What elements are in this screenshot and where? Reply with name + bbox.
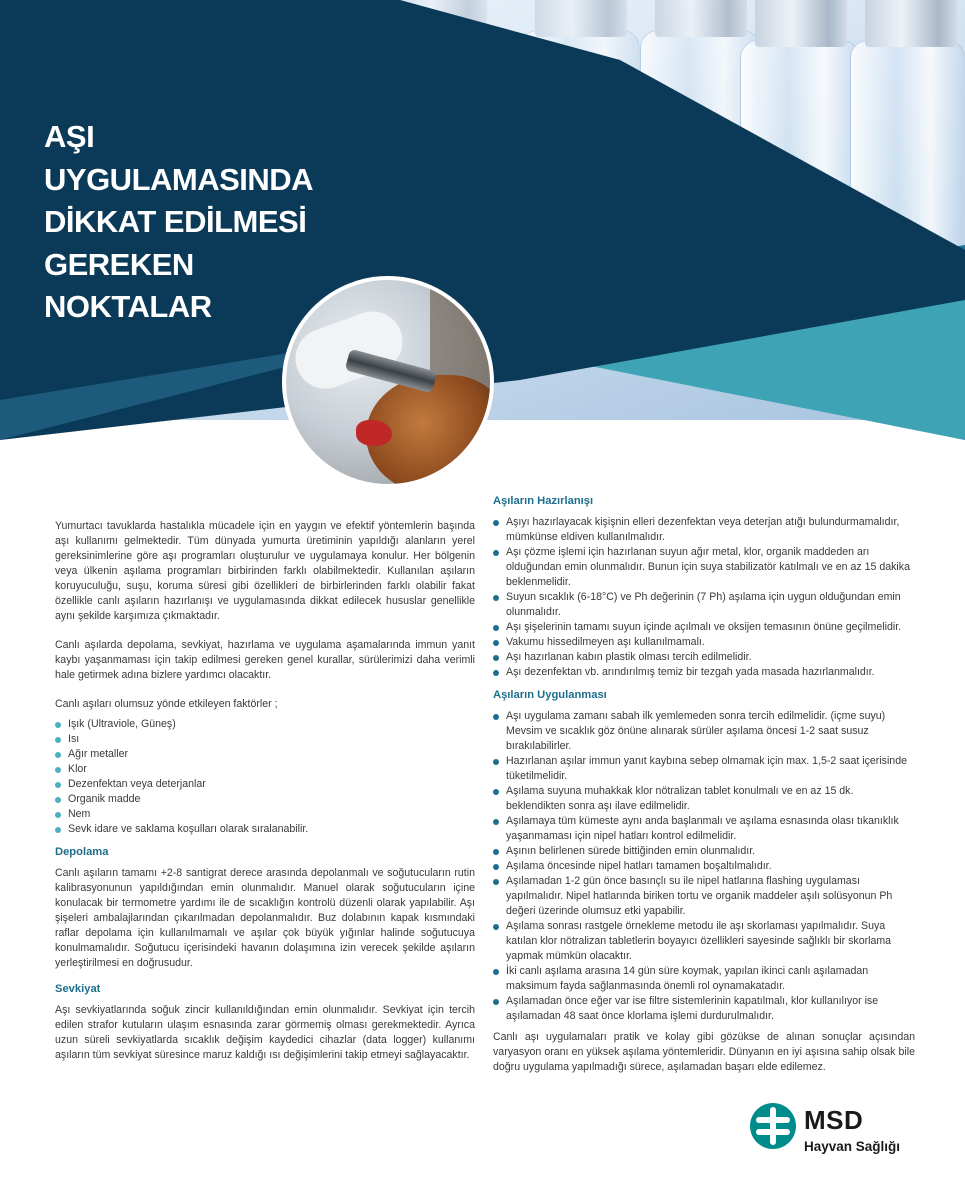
factors-intro: Canlı aşıları olumsuz yönde etkileyen faktörler ; (55, 698, 278, 710)
chicken-vaccination-photo (282, 276, 494, 488)
list-item: Aşılamadan 1-2 gün önce basınçlı su ile nipel hatlarına flashing uygulaması yapılmalıdır. Nipel hatlarında biriken tortu ve organik maddeler aşılı solüsyonun Ph değeri üzerinde olumsuz etki yapabilir. (493, 874, 915, 919)
page-title-line: UYGULAMASINDA (44, 161, 314, 197)
closing-paragraph: Canlı aşı uygulamaları pratik ve kolay gibi gözükse de alınan sonuçlar açısından varyasyon oranı en yüksek aşılama yöntemleridir. Dünyanın en iyi aşısına sahip olsak bile doğru uygulama yapılmadığı sürece, aşılamadan başarı elde edilemez. (493, 1031, 915, 1073)
list-item: Aşının belirlenen sürede bittiğinden emin olunmalıdır. (493, 844, 915, 859)
list-item: Aşı hazırlanan kabın plastik olması tercih edilmelidir. (493, 650, 915, 665)
list-item: Aşıyı hazırlayacak kişişnin elleri dezenfektan veya deterjan atığı bulundurmamalıdır, mümkünse eldiven kullanılmalıdır. (493, 515, 915, 545)
page-title-line: NOKTALAR (44, 289, 212, 324)
msd-logo (750, 1103, 920, 1165)
list-item: Aşı çözme işlemi için hazırlanan suyun ağır metal, klor, organik maddeden arı olduğundan emin olunmalıdır. Bunun için suya stabilizatör katılmalı ve en az 15 dakika beklenmelidir. (493, 545, 915, 590)
list-item: Organik madde (55, 792, 475, 807)
list-item: Nem (55, 807, 475, 822)
list-item: Aşılama öncesinde nipel hatları tamamen boşaltılmalıdır. (493, 859, 915, 874)
application-list (493, 709, 915, 1024)
preparation-list (493, 515, 915, 680)
list-item: Suyun sıcaklık (6-18°C) ve Ph değerinin (7 Ph) aşılama için uygun olduğundan emin olunmalıdır. (493, 590, 915, 620)
intro-paragraph: Yumurtacı tavuklarda hastalıkla mücadele için en yaygın ve efektif yöntemlerin başında aşı kullanımı gelmektedir. Tüm dünyada yumurta üretiminin yapıldığı alanların yerel gereksinimlerine göre aşı programları oluşturulur ve uygulamaya konulur. Her bölgenin veya ülkenin aşılama programları birbirinden farklı olabilmektedir. Kullanılan aşıların koruyuculuğu, suşu, koruma süresi gibi özellikleri de birbirlerinden farklı olabilir fakat özellikle canlı aşıların hazırlanışı ve uygulamasında dikkat edilecek hususlar genellikle aynı şekilde karşımıza çıkmaktadır. (55, 520, 475, 622)
factors-list (55, 717, 475, 837)
list-item: Vakumu hissedilmeyen aşı kullanılmamalı. (493, 635, 915, 650)
list-item: Aşılamaya tüm kümeste aynı anda başlanmalı ve aşılama esnasında olası tıkanıklık yaşanmaması için nipel hatları kontrol edilmelidir. (493, 814, 915, 844)
list-item: Aşılama suyuna muhakkak klor nötralizan tablet konulmalı ve en az 15 dk. beklendikten sonra aşı ilave edilmelidir. (493, 784, 915, 814)
list-item: İki canlı aşılama arasına 14 gün süre koymak, yapılan ikinci canlı aşılamadan maksimum fayda sağlanmasında önemli rol oynamakatadır. (493, 964, 915, 994)
msd-logo-icon (750, 1103, 796, 1149)
right-column (493, 494, 915, 1075)
page-title-line: AŞI (44, 119, 95, 154)
list-item: Aşı dezenfektan vb. arındırılmış temiz bir tezgah yada masada hazırlanmalıdır. (493, 665, 915, 680)
list-item: Işık (Ultraviole, Güneş) (55, 717, 475, 732)
list-item: Aşı uygulama zamanı sabah ilk yemlemeden sonra tercih edilmelidir. (içme suyu) Mevsim ve sıcaklık göz önüne alınarak sürüler aşılama öncesi 1-2 saat susuz bırakılabilirler. (493, 709, 915, 754)
sevkiyat-text: Aşı sevkiyatlarında soğuk zincir kullanıldığından emin olunmalıdır. Sevkiyat için tercih edilen strafor kutuların ulaşım esnasında zarar görmemiş olması gerekmektedir. Ayrıca uzun süreli sevkiyatlarda sıcaklık değişim kaydedici cihazlar (data logger) kullanımı aşıların tüm sevkiyat süresince maruz kaldığı ısı değişimlerini takip etmeyi sağlayacaktır. (55, 1004, 475, 1061)
list-item: Klor (55, 762, 475, 777)
list-item: Aşılama sonrası rastgele örnekleme metodu ile aşı skorlaması yapılmalıdır. Suya katılan klor nötralizan tabletlerin boyayıcı özellikleri sayesinde sağlıklı bir skorlama yapmak mümkün olacaktır. (493, 919, 915, 964)
list-item: Sevk idare ve saklama koşulları olarak sıralanabilir. (55, 822, 475, 837)
section-heading-sevkiyat: Sevkiyat (55, 983, 101, 995)
section-heading-uygulanmasi: Aşıların Uygulanması (493, 689, 607, 701)
intro-paragraph: Canlı aşılarda depolama, sevkiyat, hazırlama ve uygulama aşamalarında immun yanıt kaybı yaşanmaması için takip edilmesi gereken genel kurallar, sürülerimizi daha verimli hale getirmek adına bizlere yardımcı olacaktır. (55, 639, 475, 681)
logo-brand: MSD (804, 1105, 864, 1135)
page-title-line: DİKKAT EDİLMESİ (44, 204, 307, 239)
left-column (55, 519, 475, 1063)
list-item: Dezenfektan veya deterjanlar (55, 777, 475, 792)
section-heading-hazirlanisi: Aşıların Hazırlanışı (493, 495, 594, 507)
page-title-line: GEREKEN (44, 246, 194, 282)
list-item: Aşı şişelerinin tamamı suyun içinde açılmalı ve oksijen temasının önüne geçilmelidir. (493, 620, 915, 635)
list-item: Ağır metaller (55, 747, 475, 762)
list-item: Aşılamadan önce eğer var ise filtre sistemlerinin kapatılmalı, klor kullanılıyor ise aşılamadan 48 saat önce klorlama işlemi durdurulmalıdır. (493, 994, 915, 1024)
page-title (44, 116, 364, 329)
section-heading-depolama: Depolama (55, 846, 109, 858)
list-item: Isı (55, 732, 475, 747)
logo-subtitle: Hayvan Sağlığı (804, 1139, 901, 1154)
depolama-text: Canlı aşıların tamamı +2-8 santigrat derece arasında depolanmalı ve soğutucuların rutin kalibrasyonunun yapıldığından emin olunmalıdır. Manuel olarak soğutucuların içine konulacak bir termometre yardımı ile de sıcaklığın kontrolü düzenli olarak yapılabilir. Aşı şişeleri ambalajlarından çıkarılmadan depolanmalıdır. Buz dolabının kapak kısmındaki raflar depolama için kullanılmamalı ve aşılar çok büyük yığınlar halinde soğutucuya konulmamalıdır. Soğutucu içerisindeki havanın dolaşımına izin verecek şekilde aşıların yerleştirilmesi en doğrusudur. (55, 867, 475, 969)
list-item: Hazırlanan aşılar immun yanıt kaybına sebep olmamak için max. 1,5-2 saat içerisinde tüketilmelidir. (493, 754, 915, 784)
